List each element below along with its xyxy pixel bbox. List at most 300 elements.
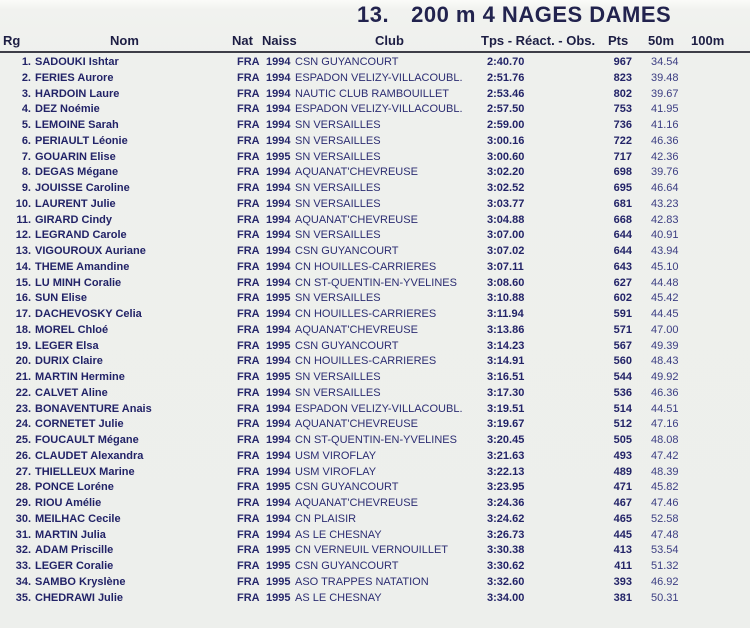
nat-cell: FRA [237, 260, 260, 273]
name-cell: LEMOINE Sarah [35, 119, 119, 131]
club-cell: CN HOUILLES-CARRIERES [295, 260, 437, 273]
table-row [0, 150, 750, 166]
birth-cell: 1995 [266, 371, 291, 383]
rank-cell: 19. [15, 339, 31, 352]
birth-cell: 1995 [266, 339, 291, 352]
split50-cell: 50.31 [651, 591, 679, 604]
nat-cell: FRA [237, 308, 260, 320]
points-cell: 467 [613, 497, 632, 509]
header-split50: 50m [648, 33, 675, 48]
time-cell: 3:00.60 [487, 150, 525, 163]
club-cell: AQUANAT'CHEVREUSE [295, 497, 418, 509]
time-cell: 2:59.00 [487, 119, 525, 131]
table-row [0, 260, 750, 276]
table-row [0, 102, 750, 118]
time-cell: 2:57.50 [487, 103, 525, 116]
points-cell: 591 [613, 308, 632, 320]
points-cell: 722 [613, 134, 632, 147]
birth-cell: 1994 [266, 386, 291, 399]
rank-cell: 5. [21, 119, 31, 131]
split50-cell: 45.42 [651, 292, 679, 305]
split50-cell: 44.48 [651, 276, 679, 289]
name-cell: DACHEVOSKY Celia [35, 308, 142, 320]
club-cell: SN VERSAILLES [295, 229, 381, 242]
points-cell: 717 [613, 150, 632, 163]
header-time: Tps - Réact. - Obs. [481, 33, 596, 48]
club-cell: CSN GUYANCOURT [295, 56, 399, 68]
nat-cell: FRA [237, 575, 260, 588]
club-cell: CN ST-QUENTIN-EN-YVELINES [295, 276, 457, 289]
table-row [0, 480, 750, 496]
name-cell: CALVET Aline [35, 386, 108, 399]
time-cell: 3:20.45 [487, 434, 525, 446]
time-cell: 3:21.63 [487, 449, 525, 462]
rank-cell: 30. [15, 512, 31, 525]
rank-cell: 25. [15, 434, 31, 446]
points-cell: 695 [613, 182, 632, 194]
time-cell: 3:03.77 [487, 197, 525, 210]
birth-cell: 1994 [266, 213, 291, 226]
split50-cell: 51.32 [651, 560, 679, 572]
nat-cell: FRA [237, 339, 260, 352]
club-cell: AQUANAT'CHEVREUSE [295, 166, 418, 179]
points-cell: 698 [613, 166, 632, 179]
name-cell: DEZ Noémie [35, 103, 100, 116]
split50-cell: 48.39 [651, 465, 679, 478]
points-cell: 736 [613, 119, 632, 131]
rank-cell: 16. [15, 292, 31, 305]
split50-cell: 46.36 [651, 386, 679, 399]
time-cell: 3:07.02 [487, 245, 525, 257]
birth-cell: 1994 [266, 308, 291, 320]
club-cell: USM VIROFLAY [295, 449, 377, 462]
header-club: Club [375, 33, 404, 48]
time-cell: 3:13.86 [487, 323, 525, 336]
rank-cell: 35. [15, 591, 31, 604]
header-nat: Nat [232, 33, 253, 48]
points-cell: 753 [613, 103, 632, 116]
birth-cell: 1994 [266, 434, 291, 446]
name-cell: DURIX Claire [35, 355, 103, 368]
club-cell: ESPADON VELIZY-VILLACOUBL. [295, 103, 463, 116]
points-cell: 567 [613, 339, 632, 352]
table-row [0, 465, 750, 481]
rank-cell: 8. [21, 166, 31, 179]
points-cell: 489 [613, 465, 632, 478]
header-birth: Naiss [262, 33, 297, 48]
name-cell: VIGOUROUX Auriane [35, 245, 146, 257]
table-row [0, 528, 750, 544]
rank-cell: 15. [15, 276, 31, 289]
name-cell: JOUISSE Caroline [35, 182, 130, 194]
birth-cell: 1994 [266, 166, 291, 179]
time-cell: 3:24.36 [487, 497, 525, 509]
name-cell: GIRARD Cindy [35, 213, 112, 226]
club-cell: SN VERSAILLES [295, 150, 381, 163]
points-cell: 505 [613, 434, 632, 446]
header-name: Nom [110, 33, 139, 48]
table-row [0, 402, 750, 418]
birth-cell: 1994 [266, 103, 291, 116]
club-cell: ESPADON VELIZY-VILLACOUBL. [295, 71, 463, 84]
birth-cell: 1994 [266, 119, 291, 131]
table-row [0, 323, 750, 339]
club-cell: SN VERSAILLES [295, 182, 381, 194]
nat-cell: FRA [237, 371, 260, 383]
club-cell: CN PLAISIR [295, 512, 357, 525]
birth-cell: 1994 [266, 418, 291, 431]
rank-cell: 1. [21, 56, 31, 68]
name-cell: SAMBO Kryslène [35, 575, 126, 588]
club-cell: NAUTIC CLUB RAMBOUILLET [295, 87, 450, 100]
birth-cell: 1995 [266, 544, 291, 557]
points-cell: 627 [613, 276, 632, 289]
rank-cell: 21. [15, 371, 31, 383]
table-row [0, 276, 750, 292]
table-row [0, 134, 750, 150]
points-cell: 560 [613, 355, 632, 368]
split50-cell: 45.10 [651, 260, 679, 273]
birth-cell: 1994 [266, 402, 291, 415]
nat-cell: FRA [237, 134, 260, 147]
rank-cell: 20. [15, 355, 31, 368]
split50-cell: 39.48 [651, 71, 679, 84]
nat-cell: FRA [237, 197, 260, 210]
nat-cell: FRA [237, 386, 260, 399]
table-row [0, 71, 750, 87]
split50-cell: 41.16 [651, 119, 679, 131]
club-cell: CN HOUILLES-CARRIERES [295, 355, 437, 368]
rank-cell: 17. [15, 308, 31, 320]
birth-cell: 1994 [266, 449, 291, 462]
points-cell: 823 [613, 71, 632, 84]
points-cell: 602 [613, 292, 632, 305]
birth-cell: 1994 [266, 355, 291, 368]
nat-cell: FRA [237, 355, 260, 368]
rank-cell: 22. [15, 386, 31, 399]
name-cell: MOREL Chloé [35, 323, 109, 336]
time-cell: 3:19.67 [487, 418, 525, 431]
header-divider [0, 51, 750, 53]
birth-cell: 1995 [266, 591, 291, 604]
birth-cell: 1994 [266, 245, 291, 257]
name-cell: CORNETET Julie [35, 418, 124, 431]
nat-cell: FRA [237, 591, 260, 604]
points-cell: 471 [613, 481, 632, 494]
table-row [0, 307, 750, 323]
birth-cell: 1994 [266, 512, 291, 525]
birth-cell: 1994 [266, 260, 291, 273]
split50-cell: 47.48 [651, 528, 679, 541]
points-cell: 544 [613, 371, 632, 383]
time-cell: 3:23.95 [487, 481, 525, 494]
time-cell: 3:14.91 [487, 355, 525, 368]
table-row [0, 228, 750, 244]
table-row [0, 339, 750, 355]
split50-cell: 41.95 [651, 103, 679, 116]
time-cell: 3:10.88 [487, 292, 525, 305]
name-cell: HARDOIN Laure [35, 87, 120, 100]
rank-cell: 33. [15, 560, 31, 572]
time-cell: 3:11.94 [487, 308, 524, 320]
table-row [0, 213, 750, 229]
table-row [0, 197, 750, 213]
rank-cell: 10. [15, 197, 31, 210]
name-cell: PERIAULT Léonie [35, 134, 128, 147]
name-cell: THIELLEUX Marine [35, 465, 135, 478]
points-cell: 413 [613, 544, 632, 557]
table-row [0, 449, 750, 465]
club-cell: CN VERNEUIL VERNOUILLET [295, 544, 449, 557]
time-cell: 3:02.52 [487, 182, 525, 194]
rank-cell: 34. [15, 575, 31, 588]
name-cell: MARTIN Julia [35, 528, 106, 541]
split50-cell: 43.23 [651, 197, 679, 210]
time-cell: 3:24.62 [487, 512, 525, 525]
nat-cell: FRA [237, 213, 260, 226]
rank-cell: 31. [15, 528, 31, 541]
table-row [0, 433, 750, 449]
birth-cell: 1994 [266, 56, 291, 68]
points-cell: 644 [613, 245, 632, 257]
rank-cell: 6. [21, 134, 31, 147]
name-cell: RIOU Amélie [35, 497, 102, 509]
nat-cell: FRA [237, 497, 260, 509]
club-cell: CSN GUYANCOURT [295, 245, 399, 257]
split50-cell: 39.76 [651, 166, 679, 179]
name-cell: MARTIN Hermine [35, 371, 125, 383]
nat-cell: FRA [237, 245, 260, 257]
club-cell: ASO TRAPPES NATATION [295, 575, 429, 588]
split50-cell: 48.43 [651, 355, 679, 368]
results-rows [0, 55, 750, 606]
nat-cell: FRA [237, 418, 260, 431]
club-cell: SN VERSAILLES [295, 292, 381, 305]
name-cell: PONCE Loréne [35, 481, 114, 494]
rank-cell: 18. [15, 323, 31, 336]
points-cell: 411 [614, 560, 632, 572]
rank-cell: 28. [15, 481, 31, 494]
nat-cell: FRA [237, 150, 260, 163]
split50-cell: 49.39 [651, 339, 679, 352]
name-cell: LEGER Coralie [35, 560, 114, 572]
points-cell: 514 [613, 402, 632, 415]
rank-cell: 9. [21, 182, 31, 194]
nat-cell: FRA [237, 434, 260, 446]
split50-cell: 42.83 [651, 213, 679, 226]
points-cell: 681 [613, 197, 632, 210]
birth-cell: 1994 [266, 528, 291, 541]
rank-cell: 26. [15, 449, 31, 462]
nat-cell: FRA [237, 71, 260, 84]
name-cell: LU MINH Coralie [35, 276, 122, 289]
time-cell: 3:26.73 [487, 528, 525, 541]
nat-cell: FRA [237, 292, 260, 305]
club-cell: SN VERSAILLES [295, 119, 381, 131]
time-cell: 3:22.13 [487, 465, 525, 478]
rank-cell: 14. [15, 260, 31, 273]
name-cell: SUN Elise [35, 292, 87, 305]
club-cell: AQUANAT'CHEVREUSE [295, 213, 418, 226]
nat-cell: FRA [237, 119, 260, 131]
time-cell: 2:40.70 [487, 56, 525, 68]
time-cell: 3:07.11 [487, 260, 524, 273]
points-cell: 967 [613, 56, 632, 68]
points-cell: 668 [613, 213, 632, 226]
points-cell: 493 [613, 449, 632, 462]
name-cell: MEILHAC Cecile [35, 512, 121, 525]
event-number: 13. [357, 2, 390, 27]
club-cell: ESPADON VELIZY-VILLACOUBL. [295, 402, 463, 415]
name-cell: LEGRAND Carole [35, 229, 127, 242]
birth-cell: 1994 [266, 323, 291, 336]
club-cell: SN VERSAILLES [295, 386, 381, 399]
table-row [0, 244, 750, 260]
table-row [0, 354, 750, 370]
nat-cell: FRA [237, 323, 260, 336]
points-cell: 512 [613, 418, 632, 431]
header-rank: Rg [3, 33, 21, 48]
birth-cell: 1994 [266, 71, 291, 84]
nat-cell: FRA [237, 528, 260, 541]
club-cell: AQUANAT'CHEVREUSE [295, 418, 418, 431]
name-cell: CHEDRAWI Julie [35, 591, 124, 604]
club-cell: AQUANAT'CHEVREUSE [295, 323, 418, 336]
table-row [0, 591, 750, 607]
club-cell: AS LE CHESNAY [295, 591, 382, 604]
nat-cell: FRA [237, 276, 260, 289]
event-name: 200 m 4 NAGES DAMES [411, 2, 672, 27]
nat-cell: FRA [237, 182, 260, 194]
split50-cell: 53.54 [651, 544, 679, 557]
club-cell: AS LE CHESNAY [295, 528, 382, 541]
name-cell: SADOUKI Ishtar [35, 56, 119, 68]
name-cell: BONAVENTURE Anais [35, 402, 152, 415]
club-cell: CN HOUILLES-CARRIERES [295, 308, 437, 320]
time-cell: 2:51.76 [487, 71, 525, 84]
table-row [0, 543, 750, 559]
club-cell: SN VERSAILLES [295, 134, 381, 147]
nat-cell: FRA [237, 544, 260, 557]
birth-cell: 1995 [266, 292, 291, 305]
rank-cell: 11. [16, 213, 31, 226]
club-cell: CSN GUYANCOURT [295, 560, 399, 572]
rank-cell: 27. [15, 465, 31, 478]
time-cell: 3:34.00 [487, 591, 525, 604]
club-cell: CSN GUYANCOURT [295, 481, 399, 494]
split50-cell: 47.00 [651, 323, 679, 336]
time-cell: 3:02.20 [487, 166, 525, 179]
table-row [0, 417, 750, 433]
points-cell: 643 [613, 260, 632, 273]
nat-cell: FRA [237, 481, 260, 494]
club-cell: CSN GUYANCOURT [295, 339, 399, 352]
points-cell: 445 [613, 528, 632, 541]
time-cell: 3:04.88 [487, 213, 525, 226]
nat-cell: FRA [237, 402, 260, 415]
birth-cell: 1994 [266, 182, 291, 194]
split50-cell: 42.36 [651, 150, 679, 163]
nat-cell: FRA [237, 103, 260, 116]
split50-cell: 39.67 [651, 87, 679, 100]
name-cell: CLAUDET Alexandra [35, 449, 144, 462]
name-cell: ADAM Priscille [35, 544, 114, 557]
split50-cell: 52.58 [651, 512, 679, 525]
points-cell: 802 [613, 87, 632, 100]
name-cell: LEGER Elsa [35, 339, 99, 352]
name-cell: FOUCAULT Mégane [35, 434, 139, 446]
table-row [0, 55, 750, 71]
points-cell: 393 [613, 575, 632, 588]
table-row [0, 512, 750, 528]
time-cell: 3:14.23 [487, 339, 525, 352]
table-row [0, 165, 750, 181]
split50-cell: 45.82 [651, 481, 679, 494]
split50-cell: 44.45 [651, 308, 679, 320]
name-cell: GOUARIN Elise [35, 150, 116, 163]
split50-cell: 46.64 [651, 182, 679, 194]
split50-cell: 44.51 [651, 402, 679, 415]
nat-cell: FRA [237, 560, 260, 572]
split50-cell: 49.92 [651, 371, 679, 383]
time-cell: 3:32.60 [487, 575, 525, 588]
time-cell: 3:17.30 [487, 386, 525, 399]
time-cell: 3:30.62 [487, 560, 525, 572]
birth-cell: 1994 [266, 229, 291, 242]
table-row [0, 118, 750, 134]
time-cell: 3:07.00 [487, 229, 525, 242]
rank-cell: 3. [21, 87, 31, 100]
nat-cell: FRA [237, 229, 260, 242]
nat-cell: FRA [237, 465, 260, 478]
event-title [357, 2, 671, 28]
birth-cell: 1995 [266, 150, 291, 163]
table-row [0, 496, 750, 512]
club-cell: SN VERSAILLES [295, 371, 381, 383]
rank-cell: 13. [15, 245, 31, 257]
split50-cell: 47.42 [651, 449, 679, 462]
name-cell: DEGAS Mégane [35, 166, 119, 179]
split50-cell: 46.92 [651, 575, 679, 588]
points-cell: 465 [613, 512, 632, 525]
time-cell: 3:16.51 [487, 371, 525, 383]
rank-cell: 29. [15, 497, 31, 509]
name-cell: LAURENT Julie [35, 197, 116, 210]
split50-cell: 47.16 [651, 418, 679, 431]
club-cell: SN VERSAILLES [295, 197, 381, 210]
birth-cell: 1994 [266, 87, 291, 100]
birth-cell: 1994 [266, 276, 291, 289]
birth-cell: 1995 [266, 575, 291, 588]
birth-cell: 1995 [266, 481, 291, 494]
birth-cell: 1994 [266, 134, 291, 147]
name-cell: FERIES Aurore [35, 71, 114, 84]
club-cell: USM VIROFLAY [295, 465, 377, 478]
nat-cell: FRA [237, 56, 260, 68]
birth-cell: 1995 [266, 560, 291, 572]
birth-cell: 1994 [266, 197, 291, 210]
split50-cell: 47.46 [651, 497, 679, 509]
rank-cell: 7. [21, 150, 31, 163]
split50-cell: 34.54 [651, 56, 679, 68]
time-cell: 3:30.38 [487, 544, 525, 557]
birth-cell: 1994 [266, 497, 291, 509]
header-points: Pts [608, 33, 629, 48]
rank-cell: 4. [21, 103, 31, 116]
table-row [0, 370, 750, 386]
nat-cell: FRA [237, 87, 260, 100]
points-cell: 381 [613, 591, 632, 604]
